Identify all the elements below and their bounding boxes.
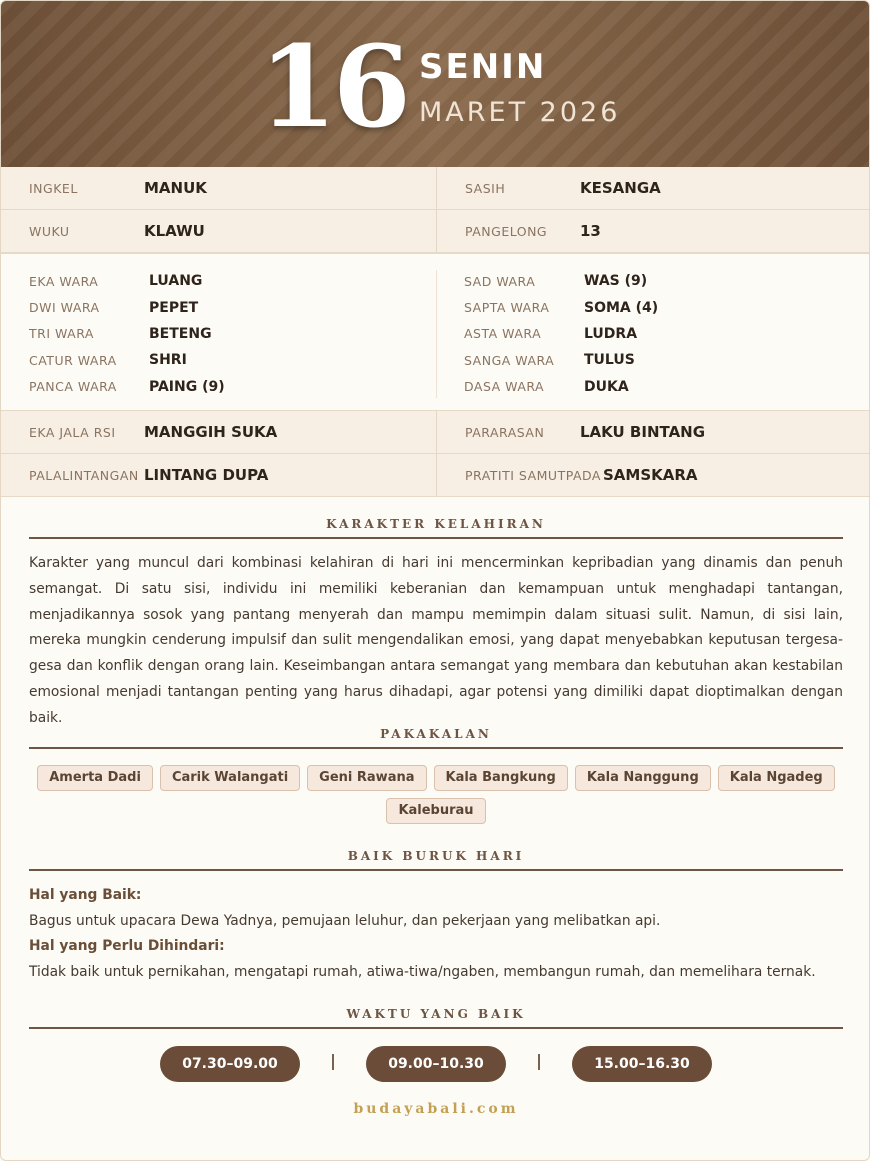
- section-divider: [29, 537, 843, 539]
- eka-jala-rsi-value: MANGGIH SUKA: [144, 423, 278, 441]
- time-slot-pill: 09.00–10.30: [366, 1046, 506, 1082]
- avoid-heading: Hal yang Perlu Dihindari:: [29, 938, 225, 954]
- pakakalan-chip: Kala Nanggung: [575, 765, 711, 791]
- wara-value: SHRI: [149, 352, 187, 369]
- month-year: MARET 2026: [419, 97, 621, 128]
- wara-label: TRI WARA: [29, 326, 94, 342]
- pakakalan-chip: Kala Ngadeg: [718, 765, 835, 791]
- wara-column-right: [436, 268, 870, 400]
- section-divider: [29, 1027, 843, 1029]
- wara-row: [29, 347, 436, 373]
- pratiti-samutpada-value: SAMSKARA: [603, 466, 698, 484]
- wara-label: SANGA WARA: [464, 352, 555, 368]
- palalintangan-value: LINTANG DUPA: [144, 466, 269, 484]
- wara-row: [464, 347, 870, 373]
- section-divider: [29, 869, 843, 871]
- wara-value: LUDRA: [584, 325, 638, 342]
- wara-row: [464, 374, 870, 400]
- day-name: SENIN: [419, 47, 547, 87]
- good-text: Bagus untuk upacara Dewa Yadnya, pemujaan leluhur, dan pekerjaan yang melibatkan api.: [29, 913, 661, 929]
- good-heading: Hal yang Baik:: [29, 887, 142, 903]
- wara-value: BETENG: [149, 325, 212, 342]
- pakakalan-chip: Kala Bangkung: [434, 765, 568, 791]
- wara-value: DUKA: [584, 378, 629, 395]
- wara-row: [464, 321, 870, 347]
- time-slot-separator: [538, 1054, 540, 1070]
- wuku-label: WUKU: [29, 223, 70, 239]
- eka-jala-rsi-label: EKA JALA RSI: [29, 424, 116, 440]
- wara-value: WAS (9): [584, 273, 648, 290]
- info-row-palalintangan-pratiti: [1, 454, 870, 497]
- info-row-ingkel-sasih: [1, 167, 870, 210]
- pararasan-label: PARARASAN: [465, 424, 545, 440]
- pakakalan-chip: Kaleburau: [386, 798, 485, 824]
- pangelong-label: PANGELONG: [465, 223, 548, 239]
- wara-row: [29, 321, 436, 347]
- time-slot-pill: 15.00–16.30: [572, 1046, 712, 1082]
- karakter-section-title: KARAKTER KELAHIRAN: [326, 517, 546, 531]
- karakter-text: Karakter yang muncul dari kombinasi kelahiran di hari ini mencerminkan kepribadian yang dinamis dan penuh semangat. Di satu sisi, individu ini memiliki keberanian dan kemampuan untuk menghadapi tantangan, menjadikannya sosok yang pantang menyerah dan mampu memimpin dalam situasi sulit. Namun, di sisi lain, mereka mungkin cenderung impulsif dan sulit mengendalikan emosi, yang dapat menyebabkan keputusan tergesa-gesa dan konflik dengan orang lain. Keseimbangan antara semangat yang membara dan kebutuhan akan kestabilan emosional menjadi tantangan penting yang harus dihadapi, agar potensi yang dimiliki dapat dioptimalkan dengan baik.: [29, 555, 843, 726]
- sasih-label: SASIH: [465, 180, 506, 196]
- palalintangan-label: PALALINTANGAN: [29, 467, 139, 483]
- pakakalan-chip: Geni Rawana: [307, 765, 426, 791]
- info-row-ekajalarsi-pararasan: [1, 411, 870, 454]
- wara-row: [29, 268, 436, 294]
- time-slot-separator: [332, 1054, 334, 1070]
- wara-value: SOMA (4): [584, 299, 659, 316]
- wara-value: PAING (9): [149, 378, 225, 395]
- pangelong-value: 13: [580, 222, 601, 240]
- wara-label: CATUR WARA: [29, 352, 117, 368]
- wara-value: LUANG: [149, 273, 203, 290]
- pratiti-samutpada-label: PRATITI SAMUTPADA: [465, 467, 601, 483]
- info-row-wuku-pangelong: [1, 210, 870, 253]
- pakakalan-chip: Amerta Dadi: [37, 765, 153, 791]
- wara-label: ASTA WARA: [464, 326, 542, 342]
- wara-label: PANCA WARA: [29, 379, 117, 395]
- baik-buruk-section-title: BAIK BURUK HARI: [347, 849, 525, 863]
- pakakalan-chip-list: [29, 765, 843, 824]
- wara-label: DASA WARA: [464, 379, 545, 395]
- wara-row: [464, 294, 870, 320]
- wara-label: SAD WARA: [464, 273, 536, 289]
- pararasan-value: LAKU BINTANG: [580, 423, 706, 441]
- waktu-section-title: WAKTU YANG BAIK: [346, 1007, 526, 1021]
- sasih-value: KESANGA: [580, 179, 661, 197]
- site-footer: budayabali.com: [353, 1101, 519, 1117]
- wara-row: [29, 294, 436, 320]
- wara-label: EKA WARA: [29, 273, 99, 289]
- wara-row: [464, 268, 870, 294]
- wuku-value: KLAWU: [144, 222, 205, 240]
- wara-column-left: [1, 268, 436, 400]
- section-divider: [29, 747, 843, 749]
- wara-value: PEPET: [149, 299, 199, 316]
- wara-label: DWI WARA: [29, 300, 100, 316]
- pakakalan-section-title: PAKAKALAN: [380, 727, 492, 741]
- date-header: [1, 1, 870, 167]
- day-number: 16: [259, 22, 407, 153]
- ingkel-label: INGKEL: [29, 180, 78, 196]
- wara-value: TULUS: [584, 352, 635, 369]
- wara-grid: [1, 253, 870, 411]
- time-slots: [1, 1046, 870, 1084]
- wara-label: SAPTA WARA: [464, 300, 550, 316]
- ingkel-value: MANUK: [144, 179, 207, 197]
- pakakalan-chip: Carik Walangati: [160, 765, 300, 791]
- avoid-text: Tidak baik untuk pernikahan, mengatapi rumah, atiwa-tiwa/ngaben, membangun rumah, dan memelihara ternak.: [29, 964, 816, 980]
- wara-row: [29, 374, 436, 400]
- time-slot-pill: 07.30–09.00: [160, 1046, 300, 1082]
